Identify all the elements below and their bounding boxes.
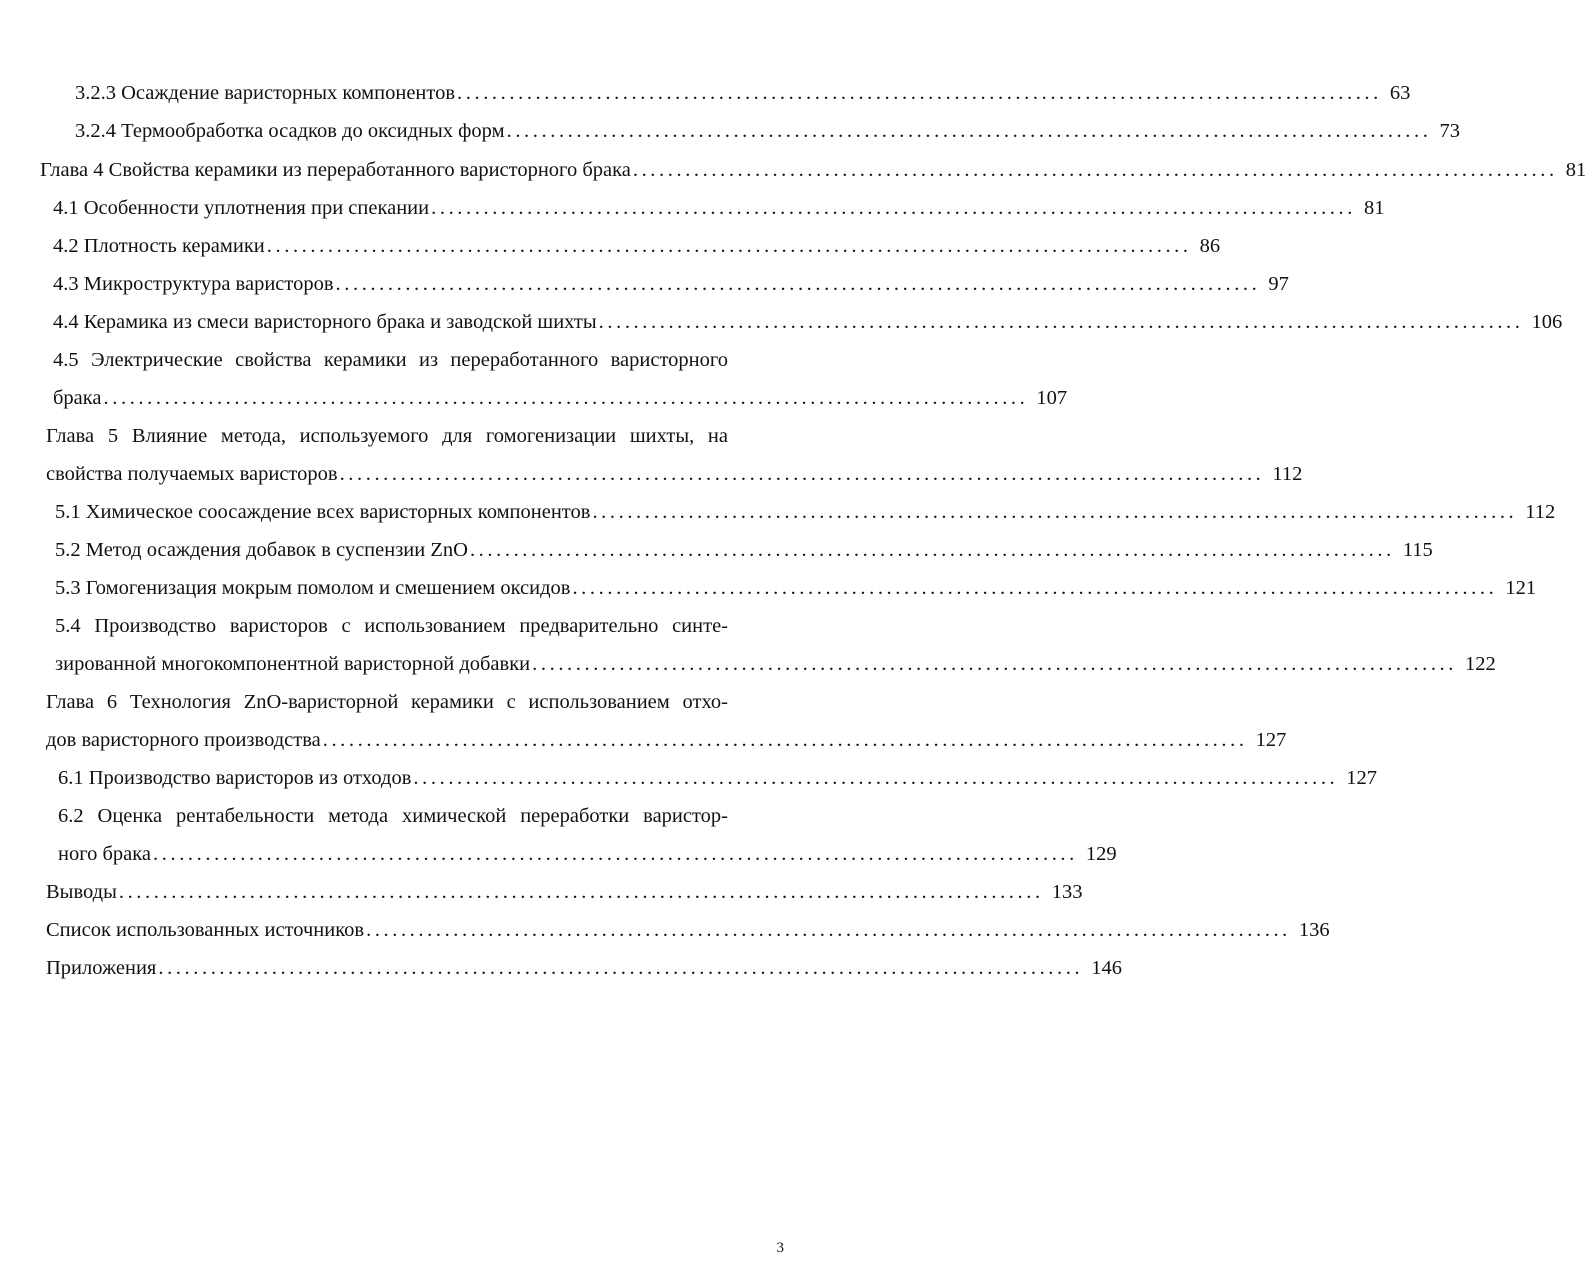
toc-entry[interactable] xyxy=(55,649,1496,679)
toc-entry-line1[interactable]: 6.2 Оценка рентабельности метода химической переработки варистор- xyxy=(58,805,728,827)
toc-entry[interactable] xyxy=(46,459,1303,489)
dot-leader: .......................................................................................................... xyxy=(506,120,1432,142)
dot-leader: .......................................................................................................... xyxy=(366,919,1291,941)
dot-leader: .......................................................................................................... xyxy=(118,881,1044,903)
toc-entry-title: брака xyxy=(53,387,102,409)
toc-entry-page: 127 xyxy=(1255,729,1287,751)
toc-entry-title: Выводы xyxy=(46,881,117,903)
dot-leader: .......................................................................................................... xyxy=(266,235,1192,257)
toc-entry-page: 136 xyxy=(1298,919,1330,941)
toc-entry-title: Список использованных источников xyxy=(46,919,365,941)
toc-entry-title: дов варисторного производства xyxy=(46,729,321,751)
dot-leader: .......................................................................................................... xyxy=(339,463,1265,485)
toc-entry-page: 129 xyxy=(1085,843,1117,865)
toc-entry-title: 5.3 Гомогенизация мокрым помолом и смешением оксидов xyxy=(55,577,571,599)
toc-entry-page: 107 xyxy=(1036,387,1068,409)
toc-entry-page: 112 xyxy=(1525,501,1556,523)
toc-entry-page: 146 xyxy=(1091,957,1122,979)
dot-leader: .......................................................................................................... xyxy=(335,273,1261,295)
toc-entry[interactable] xyxy=(55,535,1433,565)
page-number: 3 xyxy=(776,1240,784,1256)
toc-entry-page: 122 xyxy=(1465,653,1496,675)
dot-leader: .......................................................................................................... xyxy=(457,82,1382,104)
dot-leader: .......................................................................................................... xyxy=(103,387,1029,409)
toc-entry-title: 3.2.4 Термообработка осадков до оксидных форм xyxy=(75,120,505,142)
toc-entry-page: 127 xyxy=(1346,767,1378,789)
toc-entry-title: свойства получаемых варисторов xyxy=(46,463,338,485)
dot-leader: .......................................................................................................... xyxy=(632,159,1558,181)
toc-entry[interactable] xyxy=(53,307,1563,337)
toc-entry-page: 63 xyxy=(1389,82,1411,104)
toc-entry-page: 81 xyxy=(1565,159,1586,181)
toc-entry[interactable] xyxy=(46,877,1083,907)
dot-leader: .......................................................................................................... xyxy=(158,957,1084,979)
toc-entry-title: 4.1 Особенности уплотнения при спекании xyxy=(53,197,430,219)
toc-entry[interactable] xyxy=(75,78,1411,108)
dot-leader: .......................................................................................................... xyxy=(413,767,1339,789)
toc-entry-page: 133 xyxy=(1051,881,1083,903)
toc-entry[interactable] xyxy=(53,269,1289,299)
toc-entry-title: 5.2 Метод осаждения добавок в суспензии ZnO xyxy=(55,539,468,561)
toc-entry-page: 106 xyxy=(1531,311,1563,333)
toc-entry-title: 5.1 Химическое соосаждение всех варисторных компонентов xyxy=(55,501,591,523)
dot-leader: .......................................................................................................... xyxy=(469,539,1395,561)
toc-entry-line1[interactable]: Глава 6 Технология ZnO-варисторной керамики с использованием отхо- xyxy=(46,691,728,713)
toc-entry-page: 73 xyxy=(1439,120,1460,142)
dot-leader: .......................................................................................................... xyxy=(598,311,1524,333)
toc-entry[interactable] xyxy=(53,193,1385,223)
toc-entry[interactable] xyxy=(58,839,1117,869)
dot-leader: .......................................................................................................... xyxy=(592,501,1518,523)
toc-entry-line1[interactable]: Глава 5 Влияние метода, используемого для гомогенизации шихты, на xyxy=(46,425,728,447)
toc-entry[interactable] xyxy=(46,725,1287,755)
toc-entry-page: 112 xyxy=(1272,463,1303,485)
toc-entry[interactable] xyxy=(55,497,1556,527)
dot-leader: .......................................................................................................... xyxy=(532,653,1458,675)
toc-entry[interactable] xyxy=(53,231,1221,261)
toc-entry-page: 121 xyxy=(1505,577,1537,599)
dot-leader: .......................................................................................................... xyxy=(153,843,1078,865)
toc-entry[interactable] xyxy=(46,915,1330,945)
toc-entry-title: 3.2.3 Осаждение варисторных компонентов xyxy=(75,82,456,104)
toc-entry-title: 6.1 Производство варисторов из отходов xyxy=(58,767,412,789)
toc-entry-title: Приложения xyxy=(46,957,157,979)
toc-entry-title: 4.2 Плотность керамики xyxy=(53,235,265,257)
dot-leader: .......................................................................................................... xyxy=(431,197,1356,219)
dot-leader: .......................................................................................................... xyxy=(322,729,1248,751)
toc-entry-page: 86 xyxy=(1199,235,1221,257)
toc-entry-page: 115 xyxy=(1402,539,1433,561)
toc-entry[interactable] xyxy=(55,573,1537,603)
toc-entry[interactable] xyxy=(58,763,1378,793)
toc-entry-title: 4.3 Микроструктура варисторов xyxy=(53,273,334,295)
toc-entry-page: 81 xyxy=(1363,197,1385,219)
toc-entry-line1[interactable]: 4.5 Электрические свойства керамики из переработанного варисторного xyxy=(53,349,728,371)
toc-entry-title: Глава 4 Свойства керамики из переработанного варисторного брака xyxy=(40,159,631,181)
toc-entry-title: 4.4 Керамика из смеси варисторного брака и заводской шихты xyxy=(53,311,597,333)
toc-entry[interactable] xyxy=(40,155,1586,185)
toc-entry[interactable] xyxy=(75,116,1460,146)
toc-entry-line1[interactable]: 5.4 Производство варисторов с использованием предварительно синте- xyxy=(55,615,728,637)
toc-entry-page: 97 xyxy=(1268,273,1289,295)
toc-entry-title: ного брака xyxy=(58,843,152,865)
toc-entry-title: зированной многокомпонентной варисторной добавки xyxy=(55,653,531,675)
dot-leader: .......................................................................................................... xyxy=(572,577,1498,599)
toc-entry[interactable] xyxy=(46,953,1122,983)
toc-entry[interactable] xyxy=(53,383,1068,413)
